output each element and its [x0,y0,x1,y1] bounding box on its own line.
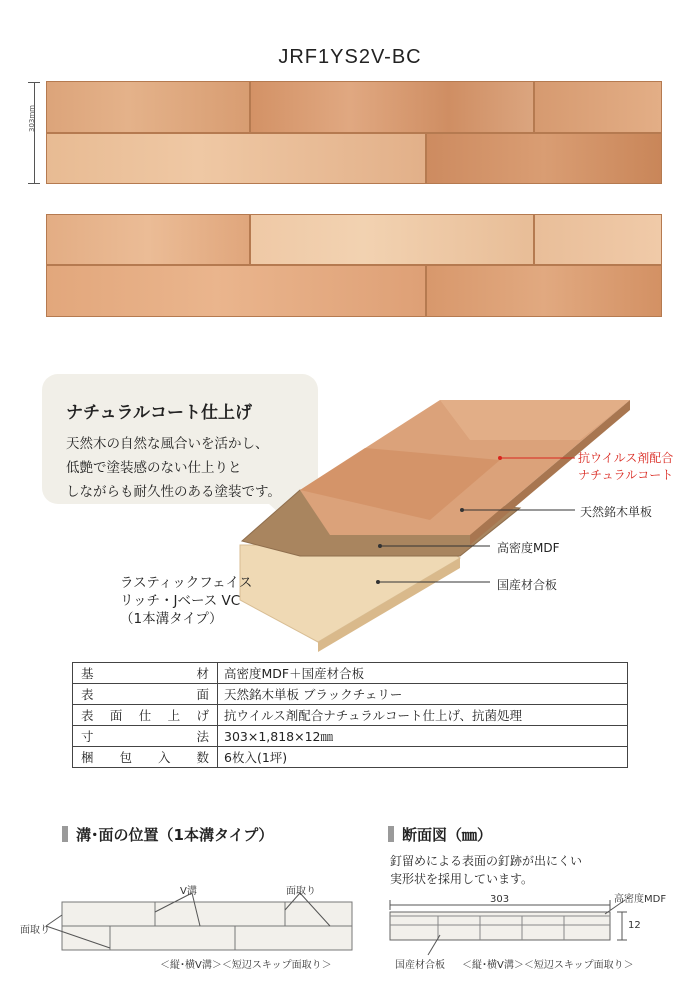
finish-line-2: 低艶で塗装感のない仕上りと [66,460,242,476]
cross-section-desc-1: 釘留めによる表面の釘跡が出にくい [390,854,583,868]
layer-label-coat-line-2: ナチュラルコート [578,468,674,482]
finish-line-3: しながらも耐久性のある塗装です。 [66,484,281,500]
width-value: 303 [490,894,510,905]
spec-key: 表面仕上げ [73,705,218,726]
layer-label-plywood: 国産材合板 [497,578,558,592]
spec-key: 表面 [73,684,218,705]
cross-section-desc-2: 実形状を採用しています。 [390,872,534,886]
spec-value: 6枚入(1坪) [218,747,628,768]
product-name-line-2: リッチ・Jベース VC [120,593,241,609]
finish-title: ナチュラルコート仕上げ [66,403,252,423]
spec-value: 天然銘木単板 ブラックチェリー [218,684,628,705]
spec-key: 基材 [73,663,218,684]
cross-section-title: 断面図（㎜） [402,826,493,844]
product-name-line-3: （1本溝タイプ） [120,611,223,627]
dimension-label: 303mm [28,105,36,132]
cross-plywood-label: 国産材合板 [395,960,445,971]
groove-section-title: 溝･面の位置（1本溝タイプ） [76,826,274,844]
layer-label-coat-line-1: 抗ウイルス剤配合 [578,451,674,465]
v-groove-label: V溝 [180,886,197,897]
chamfer-top-label: 面取り [286,886,316,897]
layer-label-mdf: 高密度MDF [497,541,560,555]
spec-value: 303×1,818×12㎜ [218,726,628,747]
layer-label-veneer: 天然銘木単板 [580,505,653,519]
groove-caption: ＜縦･横V溝＞＜短辺スキップ面取り＞ [160,960,332,971]
spec-key: 梱包入数 [73,747,218,768]
cross-section-caption: ＜縦･横V溝＞＜短辺スキップ面取り＞ [462,960,634,971]
thickness-value: 12 [628,920,641,931]
finish-line-1: 天然木の自然な風合いを活かし、 [66,436,269,452]
cross-mdf-label: 高密度MDF [614,894,667,905]
spec-value: 高密度MDF＋国産材合板 [218,663,628,684]
spec-key: 寸法 [73,726,218,747]
spec-value: 抗ウイルス剤配合ナチュラルコート仕上げ、抗菌処理 [218,705,628,726]
page-title: JRF1YS2V-BC [278,46,422,68]
product-name-line-1: ラスティックフェイス [120,575,253,591]
chamfer-left-label: 面取り [20,925,50,936]
